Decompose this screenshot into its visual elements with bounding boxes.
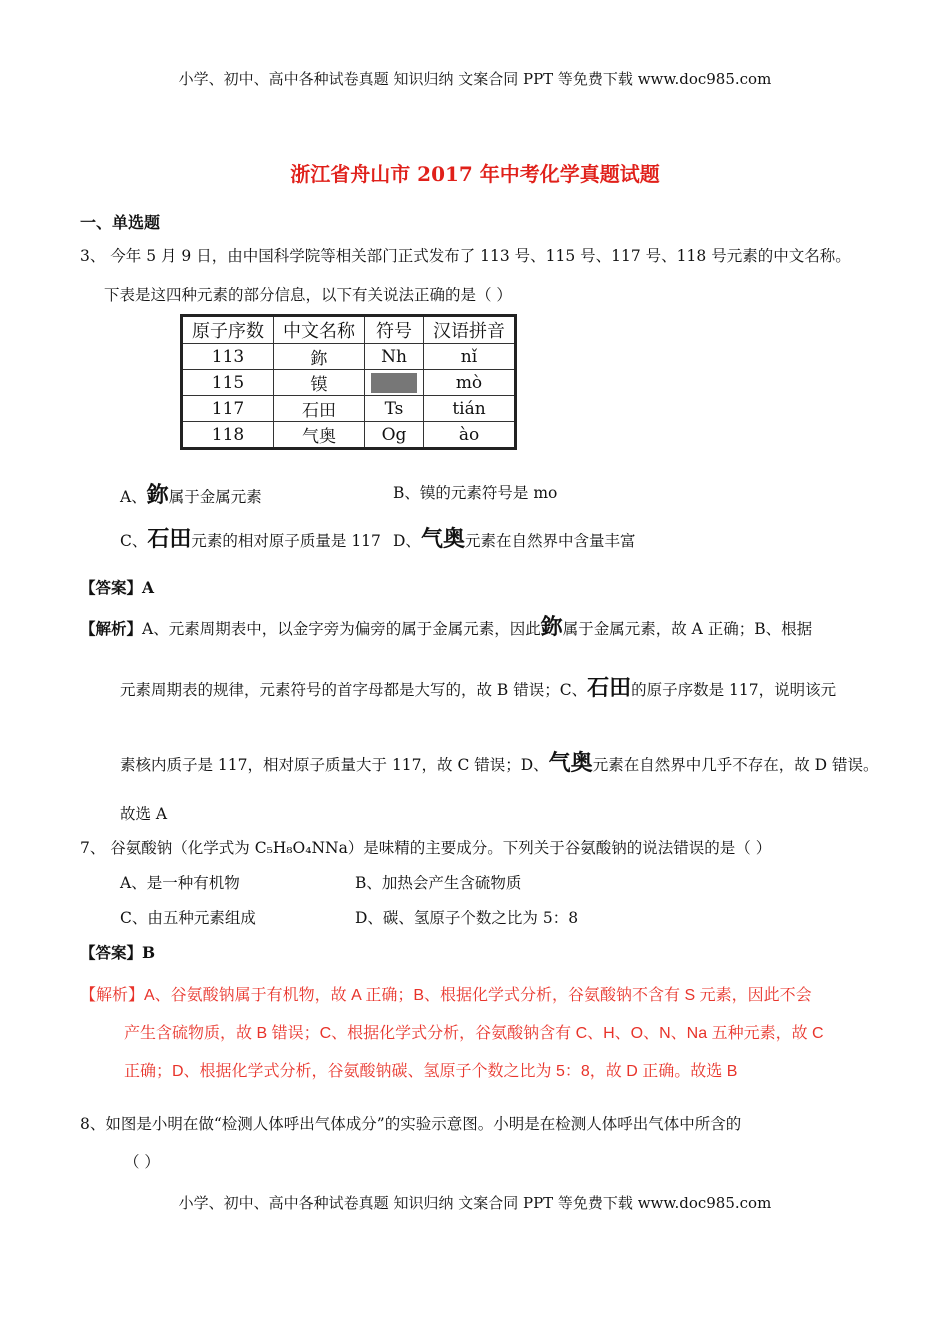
table-cell: Ts bbox=[365, 396, 424, 422]
option-d-text: 元素在自然界中含量丰富 bbox=[464, 532, 636, 550]
q7-analysis-line1: 【解析】A、谷氨酸钠属于有机物，故 A 正确；B、根据化学式分析，谷氨酸钠不含有 S 元素，因此不会 bbox=[80, 987, 812, 1004]
q7-option-a: A、是一种有机物 bbox=[120, 874, 240, 892]
table-cell: 石田 bbox=[274, 396, 365, 422]
option-c-text: 元素的相对原子质量是 117 bbox=[191, 532, 381, 550]
q3-option-a bbox=[120, 478, 262, 509]
q3-analysis-line4: 故选 A bbox=[120, 805, 168, 823]
q8-stem: 8、如图是小明在做“检测人体呼出气体成分”的实验示意图。小明是在检测人体呼出气体中所含的 bbox=[80, 1115, 742, 1133]
table-cell: mò bbox=[424, 370, 516, 396]
q3-analysis-line2 bbox=[120, 671, 836, 702]
table-cell-redacted bbox=[365, 370, 424, 396]
element-glyph-tian: 石田 bbox=[147, 526, 192, 552]
q7-analysis-line2: 产生含硫物质，故 B 错误；C、根据化学式分析，谷氨酸钠含有 C、H、O、N、Na 五种元素，故 C bbox=[124, 1025, 824, 1042]
element-glyph-tian: 石田 bbox=[587, 675, 632, 701]
table-cell: 鉨 bbox=[274, 344, 365, 370]
table-header-cell: 符号 bbox=[365, 316, 424, 344]
analysis-text: 素核内质子是 117，相对原子质量大于 117，故 C 错误；D、 bbox=[120, 756, 549, 774]
analysis-text: 的原子序数是 117，说明该元 bbox=[631, 681, 837, 699]
redacted-symbol-block bbox=[371, 373, 417, 393]
element-glyph-ao: 气奥 bbox=[548, 750, 593, 776]
page-footer: 小学、初中、高中各种试卷真题 知识归纳 文案合同 PPT 等免费下载 www.doc985.com bbox=[178, 1194, 772, 1212]
q7-analysis-line3: 正确；D、根据化学式分析，谷氨酸钠碳、氢原子个数之比为 5：8，故 D 正确。故选 B bbox=[124, 1063, 738, 1080]
q7-option-d: D、碳、氢原子个数之比为 5：8 bbox=[355, 909, 579, 927]
q3-analysis-line3 bbox=[120, 746, 878, 777]
option-a-prefix: A、 bbox=[120, 488, 147, 506]
table-cell: 113 bbox=[182, 344, 274, 370]
q3-analysis-line1 bbox=[80, 610, 812, 641]
analysis-text: 属于金属元素，故 A 正确；B、根据 bbox=[562, 620, 813, 638]
table-cell: ào bbox=[424, 422, 516, 449]
analysis-label: 【解析】 bbox=[80, 619, 143, 638]
table-cell: 气奥 bbox=[274, 422, 365, 449]
table-cell: Og bbox=[365, 422, 424, 449]
q8-answer-blank: （ ） bbox=[124, 1153, 160, 1171]
analysis-text: A、元素周期表中，以金字旁为偏旁的属于金属元素，因此 bbox=[142, 620, 541, 638]
table-row bbox=[182, 396, 516, 422]
option-c-prefix: C、 bbox=[120, 532, 148, 550]
table-header-cell: 原子序数 bbox=[182, 316, 274, 344]
element-glyph-ni: 鉨 bbox=[540, 614, 563, 640]
q3-stem-line1: 3、 今年 5 月 9 日，由中国科学院等相关部门正式发布了 113 号、115 号、117 号、118 号元素的中文名称。 bbox=[80, 247, 851, 265]
table-cell: 镆 bbox=[274, 370, 365, 396]
table-cell: 115 bbox=[182, 370, 274, 396]
element-glyph-ao: 气奥 bbox=[420, 526, 465, 552]
analysis-text: 元素周期表的规律，元素符号的首字母都是大写的，故 B 错误；C、 bbox=[120, 681, 588, 699]
table-row bbox=[182, 370, 516, 396]
q3-stem-line2: 下表是这四种元素的部分信息，以下有关说法正确的是（ ） bbox=[104, 286, 512, 304]
q3-option-b: B、镆的元素符号是 mo bbox=[393, 484, 558, 502]
table-header-cell: 汉语拼音 bbox=[424, 316, 516, 344]
q7-option-b: B、加热会产生含硫物质 bbox=[355, 874, 522, 892]
q3-answer: 【答案】A bbox=[80, 578, 155, 597]
analysis-text: 元素在自然界中几乎不存在，故 D 错误。 bbox=[592, 756, 879, 774]
table-row bbox=[182, 344, 516, 370]
table-cell: nǐ bbox=[424, 344, 516, 370]
table-cell: 117 bbox=[182, 396, 274, 422]
option-d-prefix: D、 bbox=[393, 532, 421, 550]
q7-option-c: C、由五种元素组成 bbox=[120, 909, 256, 927]
table-cell: 118 bbox=[182, 422, 274, 449]
table-header-row bbox=[182, 316, 516, 344]
table-cell: tián bbox=[424, 396, 516, 422]
q7-stem: 7、 谷氨酸钠（化学式为 C₅H₈O₄NNa）是味精的主要成分。下列关于谷氨酸钠的说法错误的是（ ） bbox=[80, 839, 772, 857]
page-title: 浙江省舟山市 2017 年中考化学真题试题 bbox=[290, 162, 660, 186]
q3-option-d bbox=[393, 522, 635, 553]
element-glyph-ni: 鉨 bbox=[146, 482, 169, 508]
table-header-cell: 中文名称 bbox=[274, 316, 365, 344]
page-header: 小学、初中、高中各种试卷真题 知识归纳 文案合同 PPT 等免费下载 www.doc985.com bbox=[178, 70, 772, 88]
q3-option-c bbox=[120, 522, 381, 553]
section-heading: 一、单选题 bbox=[80, 213, 161, 232]
element-table bbox=[180, 314, 517, 450]
q7-answer: 【答案】B bbox=[80, 943, 156, 962]
table-cell: Nh bbox=[365, 344, 424, 370]
option-a-text: 属于金属元素 bbox=[168, 488, 262, 506]
table-row bbox=[182, 422, 516, 449]
